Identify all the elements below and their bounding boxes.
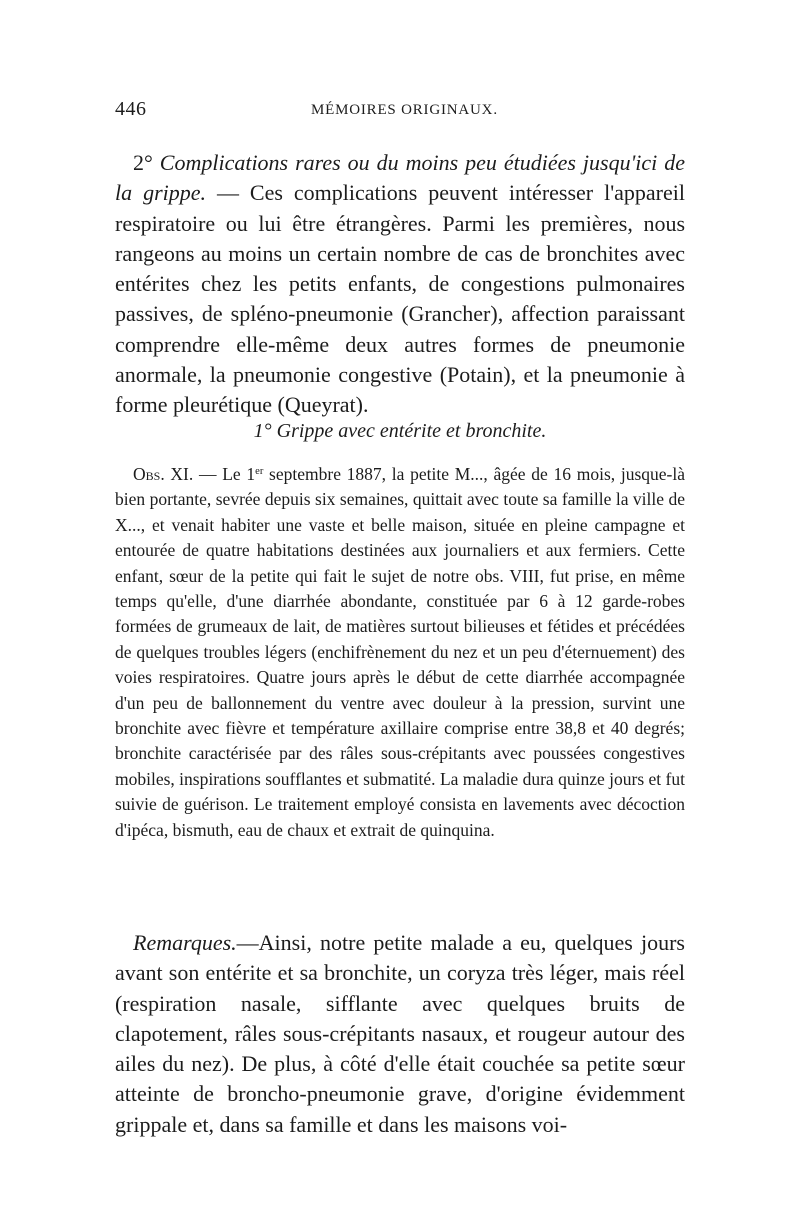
page-header — [115, 98, 685, 128]
section-paragraph — [115, 148, 685, 421]
remarks-text: —Ainsi, notre petite malade a eu, quelques jours avant son entérite et sa bronchite, un coryza très léger, mais réel (respiration nasale, sifflante avec quelques bruits de clapotement, râles sous-crépitants nasaux, et rougeur autour des ailes du nez). De plus, à côté d'elle était couchée sa petite sœur atteinte de broncho-pneumonie grave, d'origine évidemment grippale et, dans sa famille et dans les maisons voi- — [115, 930, 685, 1137]
remarks-label: Remarques. — [133, 930, 237, 955]
observation-text: septembre 1887, la petite M..., âgée de 16 mois, jusque-là bien portante, sevrée depuis six semaines, quittait avec toute sa famille la ville de X..., et venait habiter une vaste et belle maison, située en pleine campagne et entourée de quatre habitations destinées aux journaliers et aux fermiers. Cette enfant, sœur de la petite qui fait le sujet de notre obs. VIII, fut prise, en même temps qu'elle, d'une diarrhée abondante, constituée par 6 à 12 garde-robes formées de grumeaux de lait, de matières surtout bilieuses et fétides et précédées de quelques troubles légers (enchifrènement du nez et un peu d'éternuement) des voies respiratoires. Quatre jours après le début de cette diarrhée accompagnée d'un peu de ballonnement du ventre avec douleur à la pression, survint une bronchite avec fièvre et température axillaire comprise entre 38,8 et 40 degrés; bronchite caractérisée par des râles sous-crépitants avec poussées congestives mobiles, inspirations soufflantes et submatité. La maladie dura quinze jours et fut suivie de guérison. Le traitement employé consista en lavements avec décoction d'ipéca, bismuth, eau de chaux et extrait de quinquina. — [115, 464, 686, 840]
observation-paragraph — [115, 462, 685, 843]
section-text: — Ces complications peuvent intéresser l'appareil respiratoire ou lui être étrangères. Parmi les premières, nous rangeons au moins un certain nombre de cas de bronchites avec entérites chez les petits enfants, de congestions pulmonaires passives, de spléno-pneumonie (Grancher), affection paraissant comprendre elle-même deux autres formes de pneumonie anormale, la pneumonie congestive (Potain), et la pneumonie à forme pleurétique (Queyrat). — [115, 180, 685, 418]
section-number: 2° — [133, 150, 153, 175]
observation-date-prefix: — Le 1 — [199, 464, 256, 484]
subheading-title: Grippe avec entérite et bronchite. — [276, 420, 547, 442]
observation-date-sup: er — [255, 466, 264, 478]
section-title: Complications rares ou du moins peu étudiées jusqu'ici de la grippe. — [115, 150, 685, 206]
subheading-number: 1° — [253, 420, 272, 442]
subheading — [115, 420, 685, 443]
page-number: 446 — [115, 98, 147, 120]
observation-label: Obs. XI. — [133, 464, 194, 484]
remarks-paragraph — [115, 928, 685, 1140]
running-head: MÉMOIRES ORIGINAUX. — [311, 102, 498, 118]
